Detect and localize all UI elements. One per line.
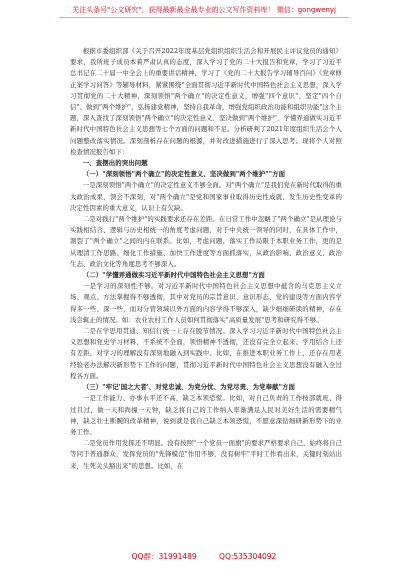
intro-paragraph: 根据市委组织部《关于召开2022年度基层党组织组织生活会和开展民主评议党员的通知》要求，我所班子成员本着严肃认真的态度，深入学习了党的二十大报告和党章，学习了习近平总书记在二十届一中全会上的重要讲话精神，学习了《党的二十大报告学习辅导百问》《党章修正案学习问答》等辅导材料，紧紧围绕"全面贯彻习近平新时代中国特色社会主义思想，深入学习贯彻党的二十大精神，深刻领悟"两个确立"的决定性意义，增强"四个意识"、坚定"四个自信"、做到"两个维护"，弘扬建党精神，坚持自我革命，增强党组织政治功能和组织功能"这个主题，深入查找了深刻领悟"两个确立"的决定性意义、坚决做到"两个维护"，学懂弄通做实习近平新时代中国特色社会主义思想等七个方面的问题和不足。分析研判了2021年度组织生活会个人问题整改落实情况。深刻剖析存在问题的根源，并对改进措施进行了深入思考。现将个人对照检查情况报告如下：	[70, 47, 342, 156]
body-paragraph: 二是党员作用发挥还不明显。没有按照"一个党员一面旗"的要求严格要求自己，始终将自己等同于普通群众，发挥党员的"先锋模范"作用不够，没有树牢"平时工作看出来，关键时刻站出来，生死关头豁出来"的思想。比如，在	[70, 439, 343, 470]
section-heading: 一、查摆出的突出问题	[82, 159, 148, 168]
footer-qq-group: QQ群：31991489	[131, 552, 197, 561]
footer-contact	[0, 551, 408, 562]
body-paragraph: 一是学习的深刻性不够。对习近平新时代中国特色社会主义思想中蕴含的马克思主义立场、观点、方法掌握得不够透彻，其中对党员的宗旨意识、意识形态、党的建设等方面内容学得多一些、深一些，而对分管领域以外方面的内容学得不够深入，缺少细细研读的精神，存在浅尝辄止的情况。如：农业农村工作人员如何贯彻落实"高质量发展"思考和研究得不够。	[70, 282, 342, 324]
body-paragraph: 一是深刻领悟"两个确立"的决定性意义不够全面。对"两个确立"是我们党在新时代取得的重大政治成果，领会不深刻，对"两个确立"是党和国家事业取得历史性成就、发生历史性变革的决定性因素的重大意义，认识上有欠缺。	[70, 181, 342, 212]
header-banner	[0, 6, 408, 18]
document-body	[70, 46, 342, 472]
body-paragraph: 二是在学思用贯通、知信行统一上存在脱节情况。深入学习习近平新时代中国特色社会主义思想和党史学习材料，不系统不全面，领悟精神不透彻，还没有完全立起来、学用结合上还有差距，对学习的理解没有深刻地融入到实践中。比如，在推进本职业务工作上，还存在用老经验老办法解决新形势下工作的问题，贯彻习近平新时代中国特色社会主义思想没有融入全过程各方面。	[70, 327, 342, 380]
body-paragraph: 一是工作能力、办事水平还不高，缺乏本领恐慌。比如，对自己负责的工作按部就班、得过且过，做一天和尚撞一天钟，缺乏将自己的工作纳入率渐满足人民对美好生活的需要精气神，缺乏壮士断腕的改革精神，说到就是我自己缺乏本领恐慌，不愿意深钻细研新形势下的业务工作。	[70, 394, 342, 436]
footer-qq: QQ:535304092	[219, 552, 277, 561]
subsection-heading: （三）"牢记'国之大者'、对党忠诚、为党分忧、为党尽责、为党奉献"方面	[82, 383, 295, 392]
banner-text: 关注头条号"公文研究"，获得最新最全最专业的公文写作资料库！ 微信：gongwenyj	[72, 6, 336, 14]
subsection-heading: （一）"深刻领悟"两个确立"的决定性意义、坚决做到"两个维护""方面	[82, 170, 286, 179]
subsection-heading: （二）"学懂弄通做实习近平新时代中国特色社会主义思想"方面	[82, 271, 265, 280]
banner-divider	[59, 17, 349, 18]
body-paragraph: 二是对践行"两个维护"的实践要求还存在差距。在日常工作中忽略了"两个确立"是从理论与实践相结合、逻辑与历史相统一的角度考虑问题，对于中央统一领导的同时，在具体工作中，割裂了"两个确立"之间的内在联系。比如，考虑问题、落实工作局限于本职业务工作，更的是从理清工作思路、细化工作措施、加快工作进度等方面抓落实，从政治影响、政治意义、政治生态、政治文化等角度思考不够深入。	[70, 215, 342, 268]
